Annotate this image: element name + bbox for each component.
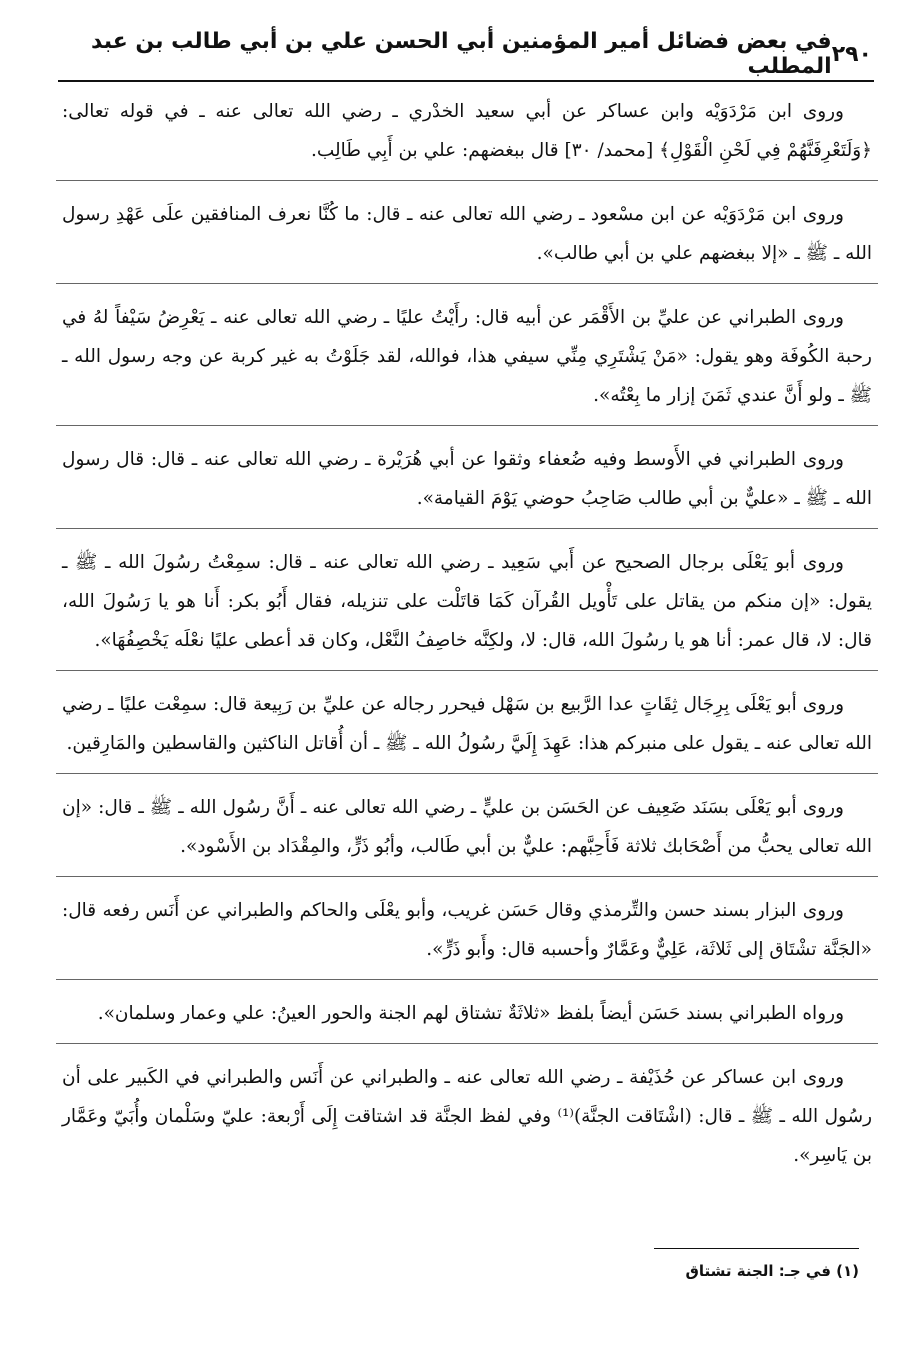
body-text [62,92,872,1185]
footnote-rule [654,1248,859,1249]
paragraph: وروى أبو يَعْلَى بِرِجَال ثِقَاتٍ عدا الرَّبيع بن سَهْل فيحرر رجاله عن عليِّ بن رَبِيعة قال: سمِعْت عليًا ـ رضي الله تعالى عنه ـ يقول على منبركم هذا: عَهِدَ إِلَيَّ رسُولُ الله ـ ﷺ ـ أن أُقاتل الناكثين والقاسطين والمَارِقين. [62,694,872,754]
paragraph: ورواه الطبراني بسند حَسَن أيضاً بلفظ «ثلاثَةٌ تشتاق لهم الجنة والحور العينُ: علي وعمار وسلمان». [97,1003,844,1024]
paragraph: وروى الطبراني عن عليِّ بن الأَقْمَر عن أبيه قال: رأَيْتُ عليًا ـ رضي الله تعالى عنه ـ يَعْرِضُ سَيْفاً لهُ في رحبة الكُوفَة وهو يقول: «مَنْ يَشْتَرِي مِنِّي سيفي هذا، فوالله، لقد جَلَوْتُ به غير كربة عن وجه رسول الله ـ ﷺ ـ ولو أَنَّ عندي ثَمَنَ إزار ما بِعْتُه». [62,307,872,406]
paragraph: وروى أبو يَعْلَى بسَنَد ضَعِيف عن الحَسَن بن عليٍّ ـ رضي الله تعالى عنه ـ أَنَّ رسُول الله ـ ﷺ ـ قال: «إن الله تعالى يحبُّ من أَصْحَابك ثلاثة فَأَحِبَّهم: عليٌّ بن أبي طَالب، وأبُو ذَرٍّ، والمِقْدَاد بن الأَسْود». [62,797,872,857]
page-header [62,30,872,78]
paragraph-divider [56,773,878,774]
paragraph: وروى البزار بسند حسن والتِّرمذي وقال حَسَن غريب، وأبو يعْلَى والحاكم والطبراني عن أَنَس رفعه قال: «الجَنَّة تشْتَاق إلى ثَلاثَة، عَلِيٌّ وعَمَّارٌ وأحسبه قال: وأَبو ذَرٍّ». [62,900,872,960]
paragraph-divider [56,1043,878,1044]
paragraph: وروى الطبراني في الأَوسط وفيه ضُعفاء وثقوا عن أبي هُرَيْرة ـ رضي الله تعالى عنه ـ قال: قال رسول الله ـ ﷺ ـ «عليٌّ بن أبي طالب صَاحِبُ حوضي يَوْمَ القيامة». [62,449,872,509]
paragraph-divider [56,979,878,980]
header-rule [58,80,874,82]
paragraph: وروى ابن عساكر عن حُذَيْفة ـ رضي الله تعالى عنه ـ والطبراني عن أَنَس والطبراني في الكَبير على أن رسُول الله ـ ﷺ ـ قال: (اشْتَاقت الجنَّة)⁽¹⁾ وفي لفظ الجنَّة قد اشتاقت إِلَى أَرْبعة: عليّ وسَلْمان وأُبَيّ وعَمَّار بن يَاسِر». [62,1067,873,1166]
paragraph-divider [56,670,878,671]
paragraph: وروى ابن مَرْدَوَيْه عن ابن مسْعود ـ رضي الله تعالى عنه ـ قال: ما كُنَّا نعرف المنافقين علَى عَهْدِ رسول الله ـ ﷺ ـ «إلا ببغضهم علي بن أبي طالب». [62,204,872,264]
paragraph-divider [56,425,878,426]
page-number: ٢٩٠ [831,41,872,67]
paragraph: وروى ابن مَرْدَوَيْه وابن عساكر عن أبي سعيد الخدْري ـ رضي الله تعالى عنه ـ في قوله تعالى: ﴿وَلَتَعْرِفَنَّهُمْ فِي لَحْنِ الْقَوْلِ﴾ [محمد/ ٣٠] قال ببغضهم: علي بن أَبِي طَالِب. [62,101,872,161]
paragraph: وروى أبو يَعْلَى برجال الصحيح عن أَبي سَعِيد ـ رضي الله تعالى عنه ـ قال: سمِعْتُ رسُولَ الله ـ ﷺ ـ يقول: «إن منكم من يقاتل على تَأْويل القُرآن كَمَا قاتَلْت على تنزيله، فقال أَبُو بكر: أَنا هو يا رَسُولَ الله، قال: لا، قال عمر: أنا هو يا رسُولَ الله، قال: لا، ولكِنَّه خاصِفُ النَّعْل، وكان قد أعطى عليًا نعْلَه يَخْصِفُهَا». [62,552,872,651]
running-header-title: في بعض فضائل أمير المؤمنين أبي الحسن علي بن أبي طالب بن عبد المطلب [91,29,832,79]
footnote: (١) في جـ: الجنة تشتاق [685,1262,859,1280]
paragraph-divider [56,876,878,877]
paragraph-divider [56,180,878,181]
paragraph-divider [56,283,878,284]
paragraph-divider [56,528,878,529]
